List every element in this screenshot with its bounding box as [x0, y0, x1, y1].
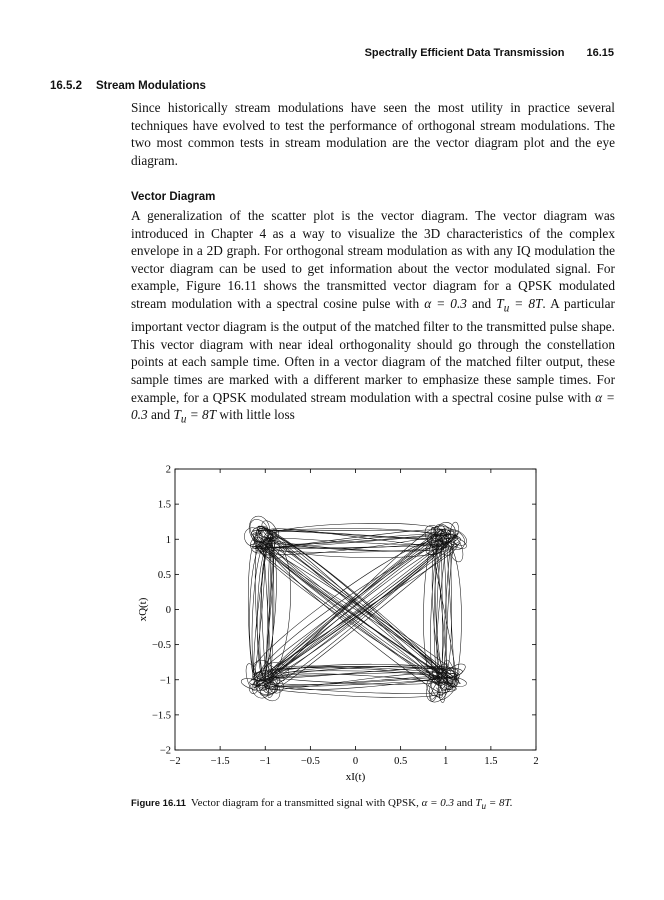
y-tick-label: 0.5 — [157, 569, 171, 581]
caption-tu-value: = 8T. — [486, 797, 513, 809]
y-tick-label: −1.5 — [151, 710, 171, 722]
tu-symbol: T — [496, 295, 504, 311]
para2-and: and — [466, 295, 497, 311]
alpha-equation: α = 0.3 — [424, 295, 467, 311]
y-tick-label: −1 — [159, 675, 171, 687]
vector-diagram-figure — [130, 452, 550, 792]
caption-text: Vector diagram for a transmitted signal with QPSK, — [190, 797, 419, 809]
para2-text-c: with little loss — [216, 407, 295, 423]
y-tick-label: 2 — [165, 464, 171, 476]
caption-and: and — [454, 797, 476, 809]
paragraph-intro: Since historically stream modulations have seen the most utility in practice several techniques have evolved to test the performance of orthogonal stream modulations. The two most common tests in stream modulation are the vector diagram plot and the eye diagram. — [131, 100, 615, 168]
y-tick-label: 1 — [165, 534, 171, 546]
y-tick-label: −0.5 — [151, 640, 171, 652]
y-tick-label: −2 — [159, 745, 171, 757]
subsection-title: Vector Diagram — [131, 191, 216, 203]
y-tick-label: 1.5 — [157, 499, 171, 511]
para2-text-a: A generalization of the scatter plot is the vector diagram. The vector diagram was introduced in Chapter 4 as a way to visualize the 3D characteristics of the complex envelope in a 2D graph. For orthogonal stream modulation as with any IQ modulation the vector diagram can be used to get information about the vector modulated signal. For example, Figure 16.11 shows the transmitted vector diagram for a QPSK modulated stream modulation with a spectral cosine pulse with — [131, 208, 615, 311]
running-title: Spectrally Efficient Data Transmission — [364, 47, 565, 59]
caption-tu: T — [475, 797, 482, 809]
x-tick-label: 0 — [352, 756, 359, 767]
tu-value: = 8T — [509, 295, 543, 311]
y-tick-label: 0 — [165, 605, 171, 616]
caption-tu-subscript: u — [481, 801, 487, 812]
x-tick-label: 0.5 — [394, 756, 408, 767]
figure-label: Figure 16.11 — [131, 798, 186, 809]
tu-value-2: = 8T — [186, 407, 217, 423]
trajectory-segment — [262, 542, 448, 686]
tu-symbol-2: T — [173, 407, 181, 423]
para2-and-2: and — [147, 407, 174, 423]
section-title: Stream Modulations — [95, 80, 206, 92]
para2-text-b: . A particular important vector diagram is the output of the matched filter to the transmitted pulse shape. This vector diagram with near ideal orthogonality should go through the constellation points at each sample time. Often in a vector diagram of the matched filter output, these sample times are marked with a different marker to emphasize these sample times. For example, for a QPSK modulated stream modulation with a spectral cosine pulse with — [131, 295, 615, 405]
running-head — [365, 47, 614, 59]
caption-alpha: α = 0.3 — [421, 797, 455, 809]
y-axis-label: xQ(t) — [137, 597, 149, 622]
x-tick-label: −0.5 — [300, 756, 320, 767]
x-tick-label: −1 — [259, 756, 271, 767]
x-tick-label: −2 — [169, 756, 181, 767]
x-tick-label: −1.5 — [210, 756, 230, 767]
vector-diagram-chart — [130, 452, 550, 792]
section-number: 16.5.2 — [50, 80, 82, 92]
section-heading — [50, 80, 206, 92]
alpha-equation-2: α = 0.3 — [131, 389, 615, 423]
x-axis-label: xI(t) — [345, 771, 366, 783]
paragraph-vector-diagram — [131, 207, 615, 429]
tu-subscript-2: u — [180, 413, 187, 426]
x-tick-label: 1 — [443, 756, 449, 767]
figure-caption — [131, 797, 513, 811]
page-number: 16.15 — [586, 47, 614, 59]
tu-subscript: u — [503, 302, 510, 315]
x-tick-label: 1.5 — [484, 756, 498, 767]
x-tick-label: 2 — [533, 756, 539, 767]
